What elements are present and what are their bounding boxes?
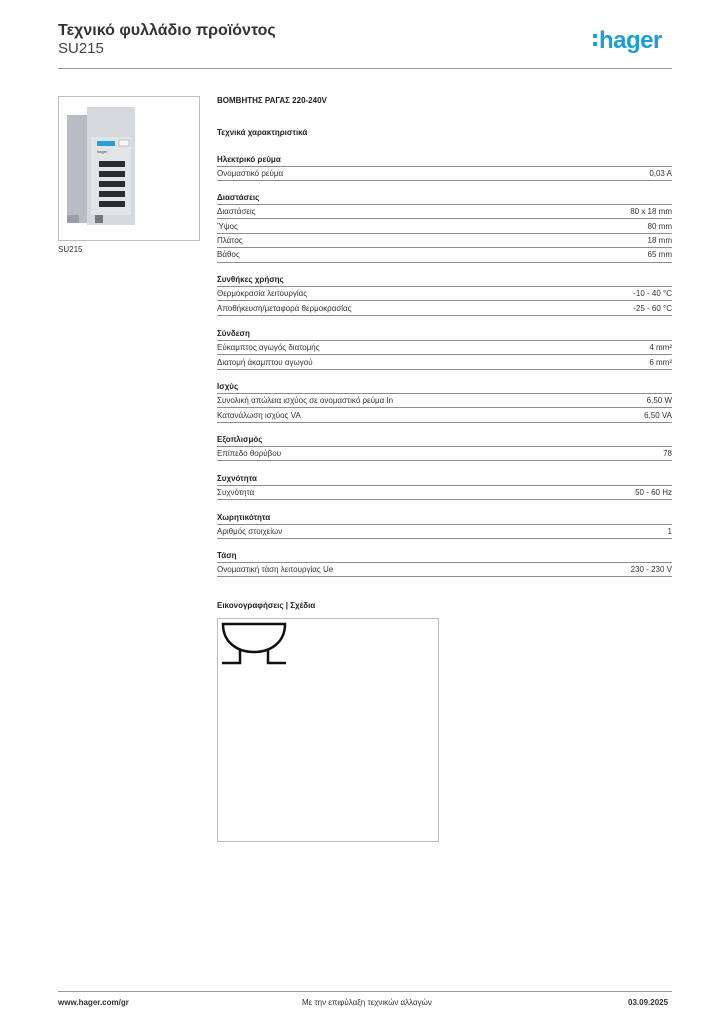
spec-row xyxy=(217,287,672,301)
spec-row xyxy=(217,486,672,500)
document-title: Τεχνικό φυλλάδιο προϊόντος xyxy=(58,22,276,39)
footer-date: 03.09.2025 xyxy=(628,998,669,1007)
spec-value: 80 mm xyxy=(647,221,672,231)
spec-row xyxy=(217,394,672,408)
din-rail-device-image xyxy=(59,97,199,240)
spec-value: 65 mm xyxy=(647,250,672,260)
spec-label: Ύψος xyxy=(217,221,238,231)
spec-value: 6,50 VA xyxy=(644,410,672,420)
spec-row xyxy=(217,355,672,369)
spec-section-connection xyxy=(217,328,672,370)
spec-value: 1 xyxy=(667,527,672,537)
spec-section-frequency xyxy=(217,473,672,500)
spec-value: 0,03 A xyxy=(649,169,672,179)
section-title: Χωρητικότητα xyxy=(217,512,672,525)
product-photo xyxy=(58,96,200,241)
logo-colon-icon xyxy=(593,31,598,48)
product-title: ΒΟΜΒΗΤΗΣ ΡΑΓΑΣ 220-240V xyxy=(217,96,327,105)
section-title: Ισχύς xyxy=(217,381,672,394)
spec-value: 6 mm² xyxy=(649,357,672,367)
spec-label: Ονομαστικό ρεύμα xyxy=(217,169,284,179)
section-title: Συνθήκες χρήσης xyxy=(217,274,672,287)
buzzer-symbol-icon xyxy=(218,619,438,841)
header-divider xyxy=(58,68,672,69)
spec-label: Βάθος xyxy=(217,250,240,260)
spec-section-conditions xyxy=(217,274,672,316)
spec-value: 50 - 60 Hz xyxy=(635,488,672,498)
spec-row xyxy=(217,167,672,181)
spec-value: 78 xyxy=(663,449,672,459)
spec-label: Διαστάσεις xyxy=(217,207,256,217)
section-title: Συχνότητα xyxy=(217,473,672,486)
section-title: Διαστάσεις xyxy=(217,192,672,205)
drawing-frame xyxy=(217,618,439,842)
spec-label: Κατανάλωση ισχύος VA xyxy=(217,410,301,420)
footer-website[interactable]: www.hager.com/gr xyxy=(58,998,129,1007)
spec-value: -10 - 40 °C xyxy=(633,289,672,299)
section-title: Σύνδεση xyxy=(217,328,672,341)
hager-logo xyxy=(593,27,662,55)
spec-value: -25 - 60 °C xyxy=(633,303,672,313)
spec-label: Διατομή άκαμπτου αγωγού xyxy=(217,357,313,367)
spec-value: 18 mm xyxy=(647,235,672,245)
spec-row xyxy=(217,301,672,315)
spec-label: Ονομαστική τάση λειτουργίας Ue xyxy=(217,565,334,575)
spec-row xyxy=(217,447,672,461)
spec-row xyxy=(217,525,672,539)
spec-row xyxy=(217,341,672,355)
spec-label: Θερμοκρασία λειτουργίας xyxy=(217,289,308,299)
spec-value: 4 mm² xyxy=(649,343,672,353)
section-title: Τάση xyxy=(217,550,672,563)
logo-text: hager xyxy=(599,27,662,54)
spec-row xyxy=(217,219,672,233)
spec-row xyxy=(217,408,672,422)
tech-heading: Τεχνικά χαρακτηριστικά xyxy=(217,128,308,137)
spec-row xyxy=(217,248,672,262)
drawings-heading: Εικονογραφήσεις | Σχέδια xyxy=(217,601,316,610)
spec-value: 6,50 W xyxy=(646,396,672,406)
spec-section-electrical xyxy=(217,154,672,181)
device-label: hager xyxy=(97,149,108,154)
spec-label: Αριθμός στοιχείων xyxy=(217,527,283,537)
spec-label: Συνολική απώλεια ισχύος σε ονομαστικό ρεύμα In xyxy=(217,396,394,406)
spec-section-power xyxy=(217,381,672,423)
spec-section-equipment xyxy=(217,434,672,461)
spec-label: Εύκαμπτος αγωγός διατομής xyxy=(217,343,320,353)
spec-value: 230 - 230 V xyxy=(630,565,672,575)
spec-row xyxy=(217,234,672,248)
spec-section-voltage xyxy=(217,550,672,577)
section-title: Ηλεκτρικό ρεύμα xyxy=(217,154,672,167)
spec-label: Αποθήκευση/μεταφορά θερμοκρασίας xyxy=(217,303,352,313)
footer-divider xyxy=(58,991,672,992)
spec-value: 80 x 18 mm xyxy=(630,207,672,217)
photo-caption: SU215 xyxy=(58,245,83,254)
spec-label: Πλάτος xyxy=(217,235,243,245)
product-code: SU215 xyxy=(58,40,104,57)
footer-note: Με την επιφύλαξη τεχνικών αλλαγών xyxy=(302,998,432,1007)
spec-row xyxy=(217,563,672,577)
spec-label: Συχνότητα xyxy=(217,488,255,498)
spec-section-dimensions xyxy=(217,192,672,263)
section-title: Εξοπλισμός xyxy=(217,434,672,447)
spec-row xyxy=(217,205,672,219)
spec-section-capacity xyxy=(217,512,672,539)
spec-label: Επίπεδο θορύβου xyxy=(217,449,282,459)
